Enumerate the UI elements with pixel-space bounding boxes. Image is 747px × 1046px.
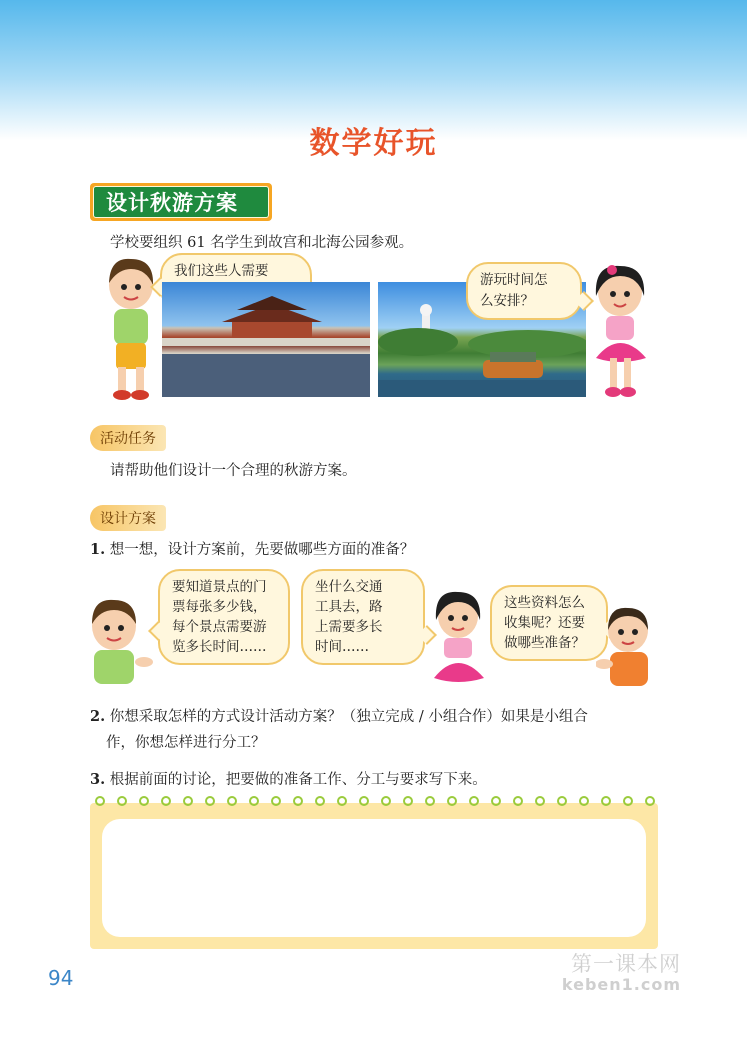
bubble-line: 这些资料怎么 [504, 595, 585, 611]
binder-loops-decoration [90, 795, 658, 811]
bubble-line: 上需要多长 [315, 619, 383, 635]
girl-figure-middle [430, 588, 488, 688]
question-text: 你想采取怎样的方式设计活动方案？（独立完成 / 小组合作）如果是小组合 [109, 709, 588, 725]
bubble-line: 要知道景点的门 [172, 579, 267, 595]
question-text: 根据前面的讨论，把要做的准备工作、分工与要求写下来。 [109, 772, 487, 788]
question-2-line-1 [90, 704, 670, 730]
girl-figure-right [586, 262, 658, 402]
girl-speech-bubble [466, 262, 582, 320]
bubble-line: 工具去，路 [315, 599, 383, 615]
section-banner [90, 183, 272, 221]
watermark-en: keben1.com [561, 975, 681, 994]
bubble-transport [301, 569, 425, 665]
bubble-line: 我们这些人需要 [174, 263, 269, 279]
activity-task-text: 请帮助他们设计一个合理的秋游方案。 [110, 463, 357, 479]
question-number: 3. [90, 771, 106, 788]
bubble-line: 览多长时间…… [172, 639, 267, 655]
bubble-line: 坐什么交通 [315, 579, 383, 595]
answer-writing-box [90, 803, 658, 949]
question-2-line-2: 作，你想怎样进行分工？ [106, 735, 266, 751]
boy-figure-right [596, 604, 656, 690]
bubble-line: 游玩时间怎 [480, 272, 548, 288]
question-1 [90, 537, 414, 563]
question-2 [90, 704, 670, 756]
section-title: 设计秋游方案 [93, 186, 269, 218]
forbidden-city-photo [162, 282, 370, 397]
bubble-ticket-and-time [158, 569, 290, 665]
bubble-line: 做哪些准备？ [504, 635, 585, 651]
intro-text: 学校要组织 61 名学生到故宫和北海公园参观。 [110, 235, 414, 251]
page-number: 94 [48, 966, 74, 990]
page-title: 数学好玩 [309, 126, 438, 161]
boy-figure-middle-left [84, 596, 156, 688]
bubble-line: 时间…… [315, 639, 369, 655]
question-number: 2. [90, 708, 106, 725]
bubble-line: 么安排？ [480, 293, 534, 309]
design-plan-tag: 设计方案 [90, 505, 166, 531]
question-3 [90, 767, 487, 793]
question-number: 1. [90, 541, 106, 558]
activity-task-tag: 活动任务 [90, 425, 166, 451]
bubble-line: 收集呢？还要 [504, 615, 585, 631]
bubble-line: 票每张多少钱， [172, 599, 267, 615]
watermark-cn: 第一课本网 [571, 952, 681, 976]
answer-writing-area[interactable] [102, 819, 646, 937]
question-text: 想一想，设计方案前，先要做哪些方面的准备？ [109, 542, 415, 558]
boy-figure-left [100, 255, 162, 403]
bubble-line: 每个景点需要游 [172, 619, 267, 635]
palace-drawing [162, 282, 370, 397]
bubble-collect-info [490, 585, 608, 661]
